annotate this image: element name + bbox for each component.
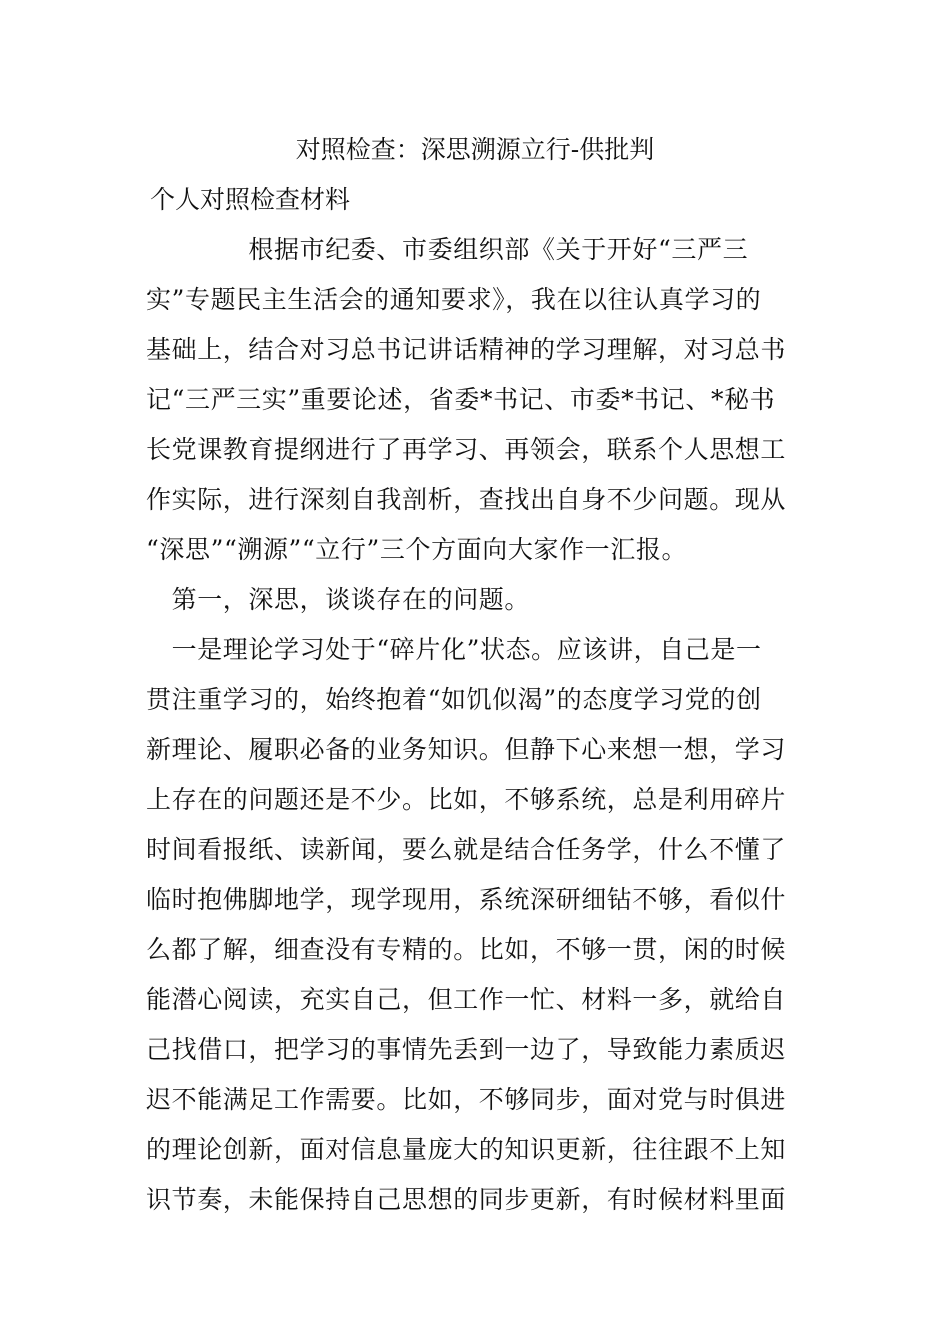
paragraph-line: 能潜心阅读，充实自己，但工作一忙、材料一多，就给自 [146,985,787,1014]
paragraph-line: 临时抱佛脚地学，现学现用，系统深研细钻不够，看似什 [146,885,787,914]
paragraph-line: 基础上，结合对习总书记讲话精神的学习理解，对习总书 [146,335,787,364]
paragraph-line: 的理论创新，面对信息量庞大的知识更新，往往跟不上知 [146,1135,787,1164]
section-heading: 第一，深思，谈谈存在的问题。 [146,585,531,614]
paragraph-line: 新理论、履职必备的业务知识。但静下心来想一想，学习 [146,735,787,764]
paragraph-line: 贯注重学习的，始终抱着“如饥似渴”的态度学习党的创 [146,685,762,714]
paragraph-line: 实”专题民主生活会的通知要求》，我在以往认真学习的 [146,285,762,314]
paragraph-line: 么都了解，细查没有专精的。比如，不够一贯，闲的时候 [146,935,787,964]
paragraph-line: 一是理论学习处于“碎片化”状态。应该讲，自己是一 [146,635,762,664]
paragraph-line: 作实际，进行深刻自我剖析，查找出自身不少问题。现从 [146,485,787,514]
paragraph-line: 识节奏，未能保持自己思想的同步更新，有时候材料里面 [146,1185,787,1214]
document-title: 对照检查：深思溯源立行-供批判 [295,135,655,164]
paragraph-line: 时间看报纸、读新闻，要么就是结合任务学，什么不懂了 [146,835,787,864]
paragraph-line: 长党课教育提纲进行了再学习、再领会，联系个人思想工 [146,435,787,464]
paragraph-line: 上存在的问题还是不少。比如，不够系统，总是利用碎片 [146,785,787,814]
paragraph-line: 记“三严三实”重要论述，省委*书记、市委*书记、*秘书 [146,385,776,414]
paragraph-line: 根据市纪委、市委组织部《关于开好“三严三 [146,235,749,264]
document-subtitle: 个人对照检查材料 [150,185,351,214]
paragraph-line: 己找借口，把学习的事情先丢到一边了，导致能力素质迟 [146,1035,787,1064]
paragraph-line: “深思”“溯源”“立行”三个方面向大家作一汇报。 [146,535,688,564]
paragraph-line: 迟不能满足工作需要。比如，不够同步，面对党与时俱进 [146,1085,787,1114]
